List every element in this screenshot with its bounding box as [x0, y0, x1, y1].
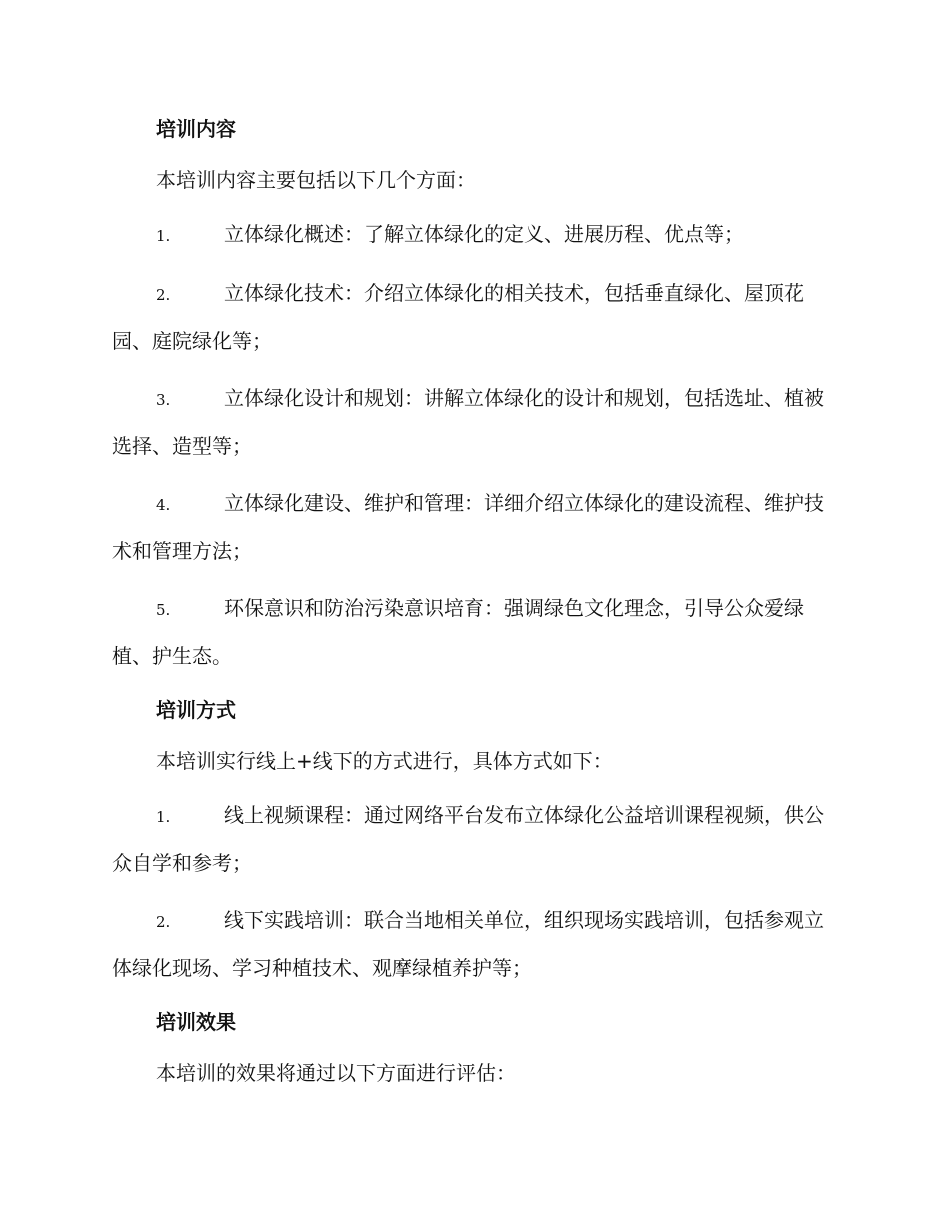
list-item-text: 立体绿化概述：了解立体绿化的定义、进展历程、优点等； — [224, 222, 744, 246]
list-item-text: 线下实践培训：联合当地相关单位，组织现场实践培训，包括参观立体绿化现场、学习种植技术、观摩绿植养护等； — [112, 908, 824, 980]
list-item-number: 2. — [156, 286, 171, 304]
section-heading-content: 培训内容 — [156, 117, 236, 141]
list-item-number: 1. — [156, 808, 171, 826]
list-item — [112, 585, 834, 679]
list-item-text: 立体绿化设计和规划：讲解立体绿化的设计和规划，包括选址、植被选择、造型等； — [112, 386, 824, 458]
list-item-text: 立体绿化技术：介绍立体绿化的相关技术，包括垂直绿化、屋顶花园、庭院绿化等； — [112, 281, 804, 353]
section-intro-content: 本培训内容主要包括以下几个方面： — [156, 168, 476, 192]
section-intro-method: 本培训实行线上+线下的方式进行，具体方式如下： — [156, 749, 613, 773]
list-item-number: 5. — [156, 601, 171, 619]
list-item — [112, 897, 834, 991]
list-item-text: 线上视频课程：通过网络平台发布立体绿化公益培训课程视频，供公众自学和参考； — [112, 803, 824, 875]
section-heading-method: 培训方式 — [156, 698, 236, 722]
list-item — [112, 211, 834, 259]
list-item-text: 立体绿化建设、维护和管理：详细介绍立体绿化的建设流程、维护技术和管理方法； — [112, 491, 824, 563]
list-item — [112, 792, 834, 886]
list-item-number: 4. — [156, 496, 171, 514]
section-intro-effect: 本培训的效果将通过以下方面进行评估： — [156, 1061, 516, 1085]
list-item-number: 2. — [156, 913, 171, 931]
list-item — [112, 480, 834, 574]
list-item-number: 1. — [156, 227, 171, 245]
list-item — [112, 270, 834, 364]
list-item — [112, 375, 834, 469]
list-item-text: 环保意识和防治污染意识培育：强调绿色文化理念，引导公众爱绿植、护生态。 — [112, 596, 804, 668]
list-item-number: 3. — [156, 391, 171, 409]
section-heading-effect: 培训效果 — [156, 1010, 236, 1034]
